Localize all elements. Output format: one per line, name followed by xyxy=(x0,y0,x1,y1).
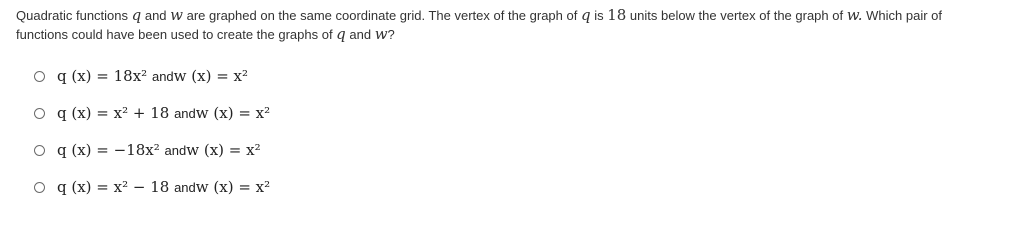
w-expression: w (x) = x² xyxy=(195,178,271,196)
answer-option-4[interactable] xyxy=(34,177,270,197)
question-part: ? xyxy=(387,27,395,42)
q-expression: q (x) = −18x² xyxy=(57,141,165,159)
w-expression: w (x) = x² xyxy=(195,104,271,122)
question-text xyxy=(16,6,986,44)
q-expression: q (x) = 18x² xyxy=(57,67,152,85)
question-part: Which pair of functions could have been used to create the graphs of xyxy=(16,8,943,42)
question-part: units below the vertex of the graph of xyxy=(626,8,847,23)
option-label xyxy=(57,67,248,85)
radio-button[interactable] xyxy=(34,71,45,82)
variable-q: q xyxy=(580,6,591,24)
radio-button[interactable] xyxy=(34,145,45,156)
and-word: and xyxy=(174,106,196,121)
variable-w: w. xyxy=(846,6,863,24)
q-expression: q (x) = x² + 18 xyxy=(57,104,175,122)
answer-options xyxy=(34,66,270,214)
question-part: and xyxy=(141,8,171,23)
number-18: 18 xyxy=(607,6,627,24)
option-label xyxy=(57,104,270,122)
question-part: are graphed on the same coordinate grid. The vertex of the graph of xyxy=(183,8,581,23)
question-part: Quadratic functions xyxy=(16,8,132,23)
q-expression: q (x) = x² − 18 xyxy=(57,178,175,196)
and-word: and xyxy=(174,180,196,195)
w-expression: w (x) = x² xyxy=(173,67,249,85)
answer-option-1[interactable] xyxy=(34,66,270,86)
w-expression: w (x) = x² xyxy=(186,141,261,159)
variable-q: q xyxy=(336,25,346,43)
radio-button[interactable] xyxy=(34,108,45,119)
option-label xyxy=(57,141,261,159)
option-label xyxy=(57,178,270,196)
answer-option-3[interactable] xyxy=(34,140,270,160)
question-part: is xyxy=(590,8,608,23)
and-word: and xyxy=(164,143,187,158)
radio-button[interactable] xyxy=(34,182,45,193)
and-word: and xyxy=(151,69,174,84)
variable-w: w xyxy=(374,25,388,43)
variable-w: w xyxy=(170,6,183,24)
variable-q: q xyxy=(131,6,142,24)
answer-option-2[interactable] xyxy=(34,103,270,123)
question-part: and xyxy=(345,27,375,42)
